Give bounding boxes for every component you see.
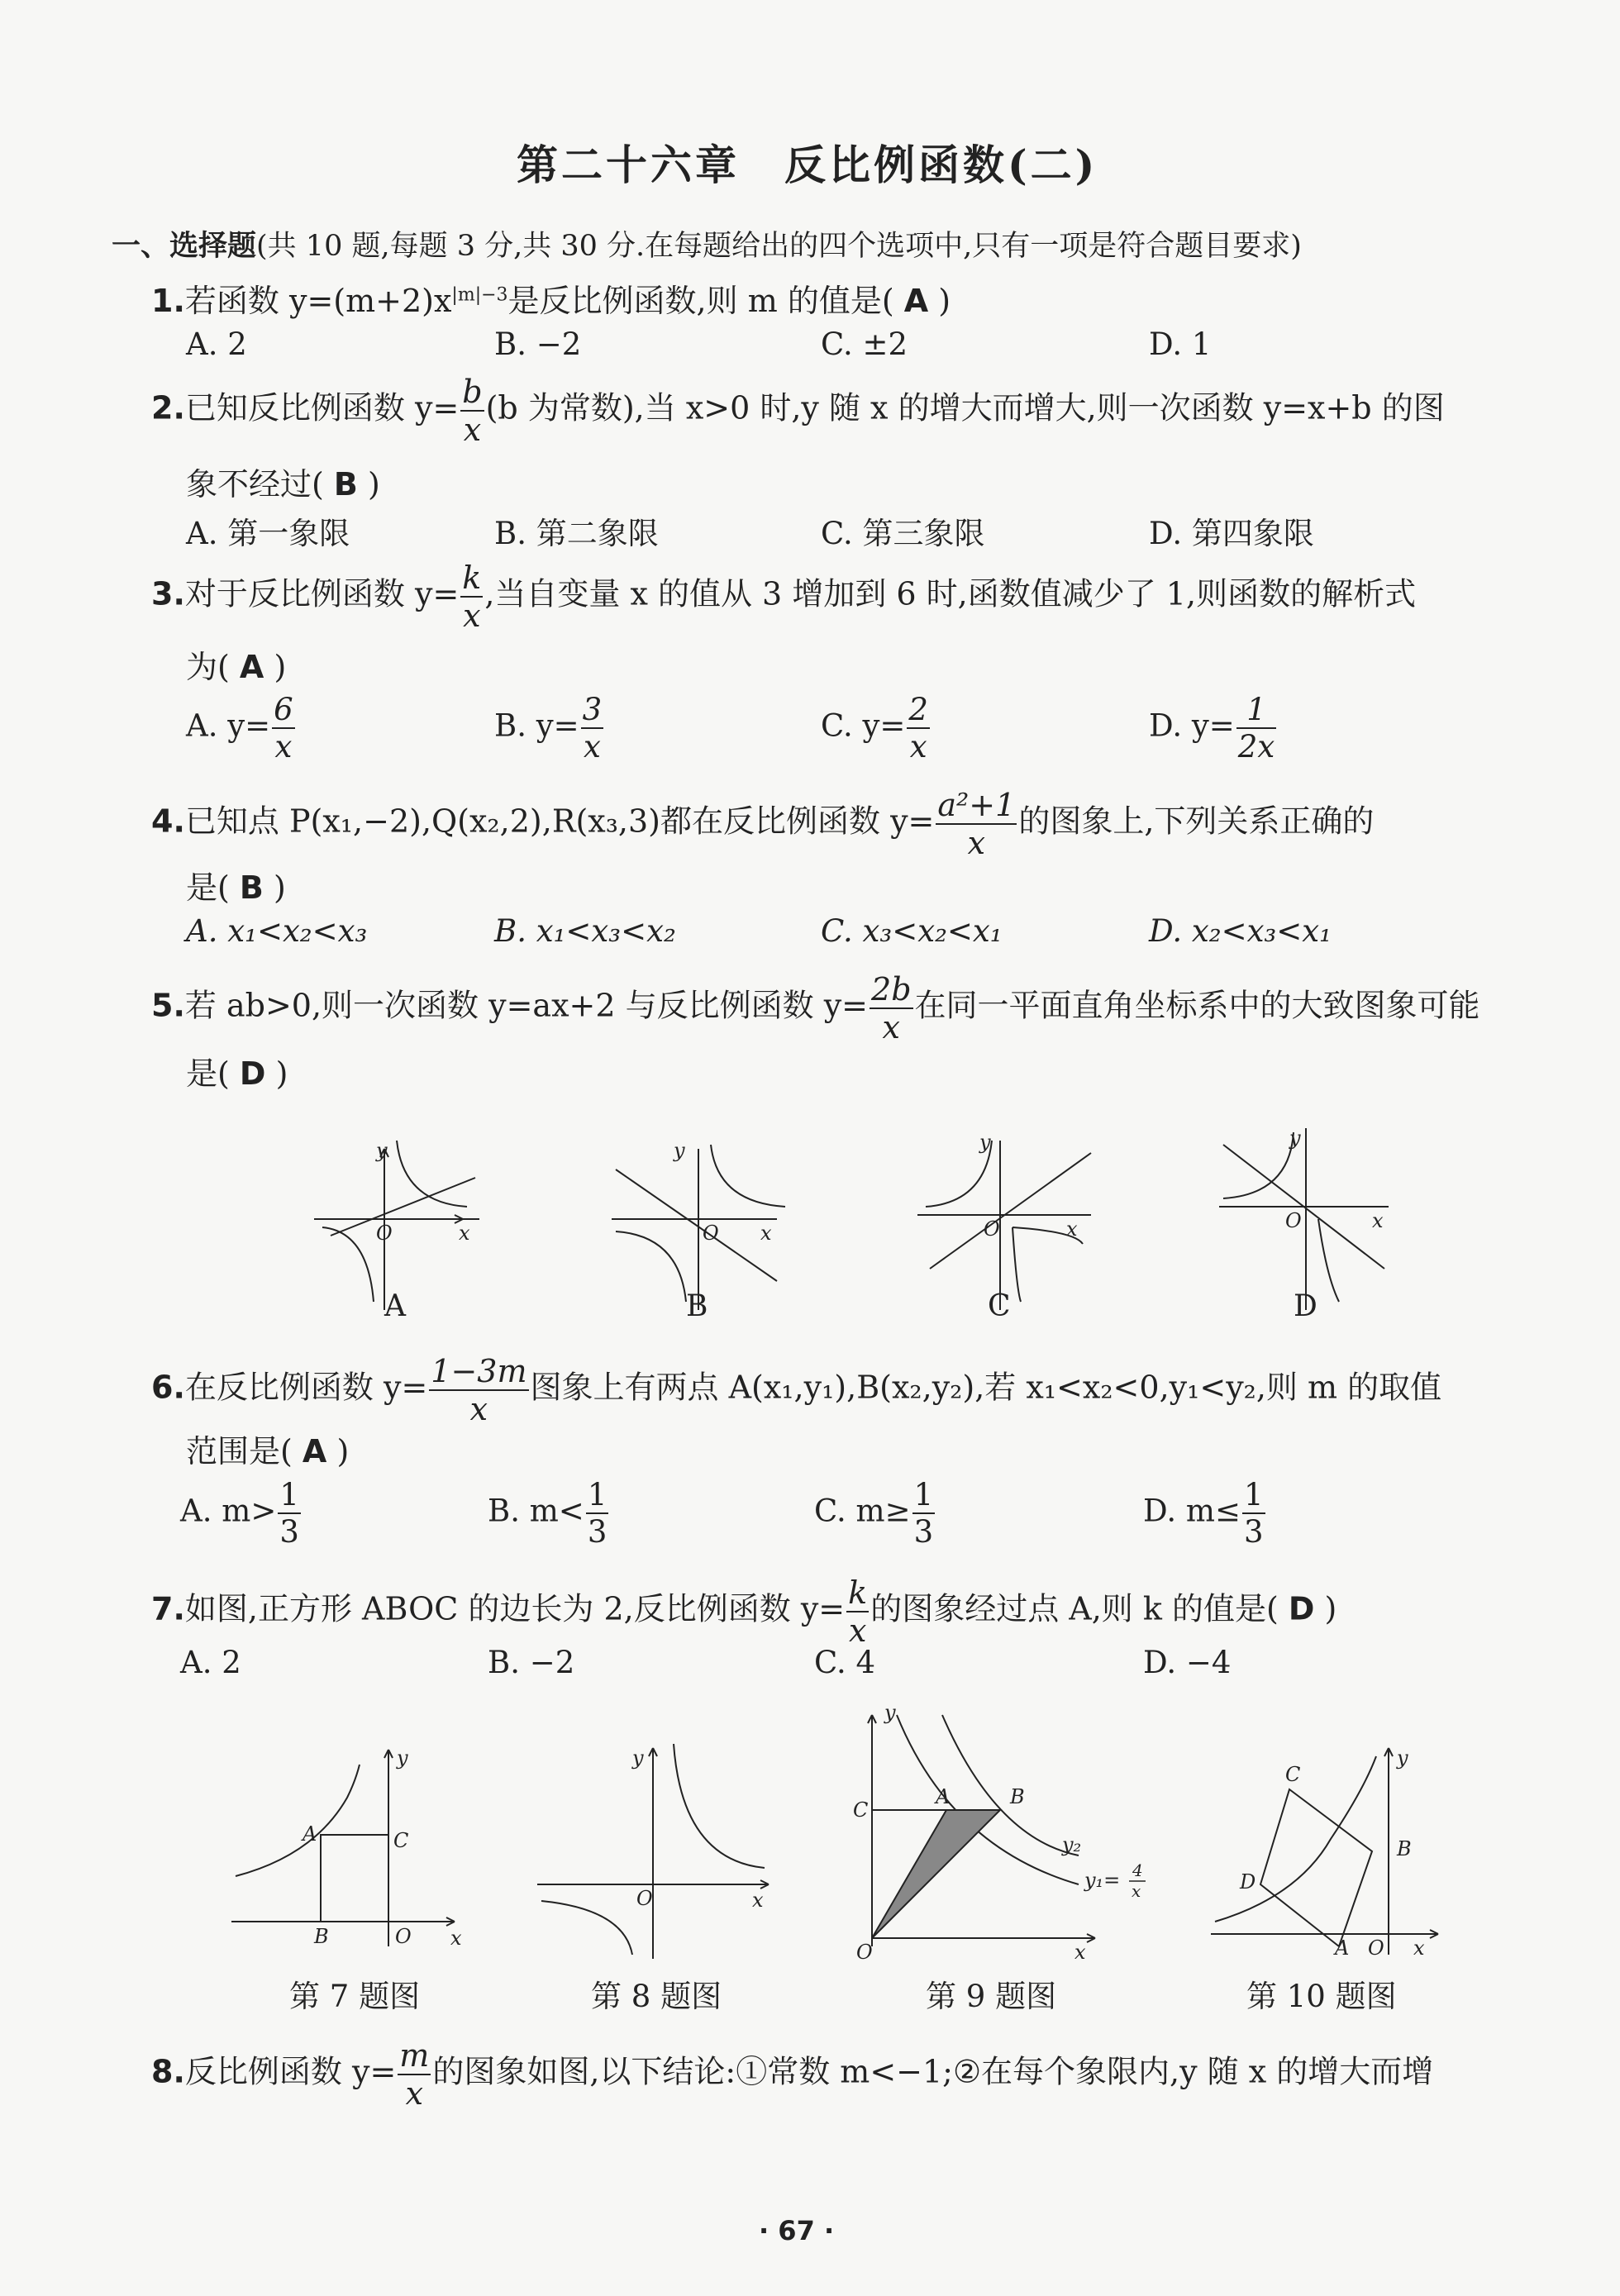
fraction: [912, 1477, 936, 1550]
answer: A: [239, 649, 264, 685]
question-stem: 象不经过(: [186, 466, 324, 503]
numerator: a²+1: [937, 787, 1016, 823]
fig10-point-c: C: [1285, 1763, 1301, 1786]
axis-x-label: x: [459, 1222, 470, 1245]
graph-label-b: B: [686, 1289, 708, 1323]
figure-8: [537, 1744, 769, 1959]
numerator: 1: [1243, 1477, 1264, 1512]
numerator: 1: [587, 1477, 608, 1512]
q7-option-b: B. −2: [488, 1645, 575, 1680]
denominator: 3: [1243, 1514, 1264, 1550]
close-paren: ): [336, 1433, 350, 1470]
question-3: [151, 560, 1417, 634]
fig9-point-c: C: [853, 1798, 869, 1822]
graph-label-c: C: [988, 1289, 1011, 1323]
close-paren: ): [274, 649, 287, 685]
numerator: 1−3m: [431, 1353, 527, 1389]
denominator: x: [848, 1612, 867, 1649]
question-number: 8.: [151, 2053, 185, 2090]
q6-option-a: [180, 1477, 303, 1550]
fraction: [272, 692, 295, 765]
question-stem-end: ,当自变量 x 的值从 3 增加到 6 时,函数值减少了 1,则函数的解析式: [484, 575, 1417, 612]
fraction: [870, 971, 913, 1046]
fig7-point-c: C: [393, 1829, 409, 1852]
question-stem-end: 是反比例函数,则 m 的值是(: [507, 283, 894, 319]
numerator: 2: [908, 692, 928, 727]
close-paren: ): [1324, 1590, 1337, 1627]
question-number: 3.: [151, 575, 185, 612]
denominator: 2x: [1237, 729, 1275, 765]
question-number: 1.: [151, 283, 185, 319]
fig9-frac-num: 4: [1132, 1860, 1143, 1880]
fraction: [460, 560, 483, 634]
graph-b: [612, 1145, 785, 1310]
close-paren: ): [367, 466, 380, 503]
graph-label-a: A: [384, 1289, 406, 1323]
axis-y-label: y: [979, 1131, 991, 1154]
question-stem: 为(: [186, 649, 230, 685]
q3-option-c: [821, 692, 932, 765]
fraction: [460, 374, 484, 448]
question-stem: 是(: [186, 869, 230, 906]
q4-option-c: C. x₃<x₂<x₁: [821, 913, 1003, 949]
fig10-point-b: B: [1397, 1837, 1412, 1860]
caption-fig10: 第 10 题图: [1246, 1979, 1397, 2014]
q6-option-d: [1143, 1477, 1267, 1550]
figures-7-10: [223, 1698, 1446, 1971]
option-prefix: B. m<: [488, 1493, 584, 1529]
q2-option-b: B. 第二象限: [494, 516, 659, 551]
fig10-origin: O: [1368, 1936, 1384, 1960]
fraction: [429, 1355, 528, 1425]
question-stem: 是(: [186, 1055, 230, 1092]
caption-fig9: 第 9 题图: [926, 1979, 1057, 2014]
figure-9: [868, 1715, 1095, 1946]
fig7-axis-y: y: [397, 1746, 408, 1770]
question-stem: 已知反比例函数 y=: [184, 389, 460, 426]
fig10-point-a: A: [1335, 1936, 1350, 1960]
question-stem-end: 图象上有两点 A(x₁,y₁),B(x₂,y₂),若 x₁<x₂<0,y₁<y₂,则 m 的取值: [530, 1369, 1442, 1406]
q4-option-b: B. x₁<x₃<x₂: [494, 913, 676, 949]
section-label: 一、选择题: [112, 229, 257, 263]
q4-option-a: A. x₁<x₂<x₃: [186, 913, 368, 949]
question-2: [151, 374, 1445, 448]
fig9-label-y1: y₁=: [1084, 1869, 1121, 1892]
option-prefix: B. y=: [494, 707, 579, 744]
fraction: [1236, 692, 1276, 765]
denominator: 3: [913, 1514, 934, 1550]
question-3-line2: [186, 641, 286, 687]
fraction: [1242, 1477, 1265, 1550]
q7-option-d: D. −4: [1143, 1645, 1232, 1680]
question-stem: 对于反比例函数 y=: [184, 575, 460, 612]
question-8: [151, 2037, 1434, 2112]
q6-option-b: [488, 1477, 610, 1550]
origin-label: O: [703, 1222, 719, 1245]
fraction: [581, 692, 604, 765]
fig9-origin: O: [856, 1941, 873, 1964]
denominator: x: [469, 1391, 488, 1427]
fig9-frac-den: x: [1132, 1881, 1141, 1901]
fig10-axis-x: x: [1413, 1936, 1425, 1960]
axis-x-label: x: [1066, 1217, 1078, 1241]
question-number: 6.: [151, 1369, 185, 1406]
q3-option-a: [186, 692, 297, 765]
question-4-line2: [186, 862, 286, 907]
numerator: k: [848, 1574, 868, 1611]
fraction: [278, 1477, 301, 1550]
origin-label: O: [376, 1222, 393, 1245]
question-6-line2: [186, 1426, 349, 1471]
close-paren: ): [275, 1055, 288, 1092]
question-5-line2: [186, 1048, 288, 1093]
figure-7: [231, 1750, 455, 1946]
fig8-origin: O: [636, 1887, 653, 1910]
q3-option-d: [1149, 692, 1278, 765]
question-5: [151, 971, 1480, 1046]
fig8-axis-y: y: [632, 1746, 644, 1770]
question-4: [151, 789, 1374, 859]
question-1: [151, 275, 951, 321]
question-number: 2.: [151, 389, 185, 426]
question-number: 7.: [151, 1590, 185, 1627]
question-stem: 已知点 P(x₁,−2),Q(x₂,2),R(x₃,3)都在反比例函数 y=: [184, 803, 935, 840]
option-prefix: A. m>: [180, 1493, 277, 1529]
option-prefix: A. y=: [186, 707, 271, 744]
fig9-axis-x: x: [1074, 1941, 1086, 1964]
question-2-line2: [186, 459, 380, 504]
fig7-point-b: B: [314, 1925, 329, 1948]
answer: A: [903, 283, 929, 319]
q6-option-c: [814, 1477, 936, 1550]
question-stem-end: 的图象经过点 A,则 k 的值是(: [870, 1590, 1279, 1627]
graph-c: [917, 1141, 1091, 1310]
axis-x-label: x: [760, 1222, 772, 1245]
fig9-point-b: B: [1010, 1785, 1025, 1808]
question-stem-end: 在同一平面直角坐标系中的大致图象可能: [914, 987, 1480, 1024]
question-stem: 如图,正方形 ABOC 的边长为 2,反比例函数 y=: [184, 1590, 846, 1627]
axis-y-label: y: [674, 1139, 685, 1162]
option-prefix: D. y=: [1149, 707, 1235, 744]
fig7-axis-x: x: [450, 1927, 462, 1950]
fig10-axis-y: y: [1397, 1746, 1408, 1770]
fraction: [846, 1574, 869, 1649]
q4-option-d: D. x₂<x₃<x₁: [1149, 913, 1332, 949]
q1-option-d: D. 1: [1149, 326, 1212, 362]
numerator: 3: [582, 692, 603, 727]
fig9-point-a: A: [936, 1785, 951, 1808]
question-stem: 范围是(: [186, 1433, 293, 1470]
axis-y-label: y: [1289, 1127, 1301, 1150]
answer: D: [1288, 1590, 1315, 1627]
option-prefix: D. m≤: [1143, 1493, 1241, 1529]
page-title: 第二十六章 反比例函数(二): [517, 141, 1098, 189]
caption-fig8: 第 8 题图: [591, 1979, 722, 2014]
graph-d: [1219, 1128, 1389, 1310]
numerator: k: [462, 560, 482, 596]
numerator: 1: [1236, 694, 1276, 729]
option-prefix: C. m≥: [814, 1493, 911, 1529]
caption-fig7: 第 7 题图: [289, 1979, 421, 2014]
question-stem: 反比例函数 y=: [184, 2053, 397, 2090]
question-7: [151, 1574, 1337, 1649]
q1-option-c: C. ±2: [821, 326, 908, 362]
numerator: b: [462, 374, 483, 410]
q2-option-c: C. 第三象限: [821, 516, 985, 551]
question-stem-end: 的图象上,下列关系正确的: [1018, 803, 1375, 840]
q7-option-c: C. 4: [814, 1645, 876, 1680]
denominator: x: [463, 412, 482, 448]
question-6: [151, 1355, 1441, 1425]
denominator: 3: [279, 1514, 299, 1550]
fig9-axis-y: y: [884, 1701, 896, 1724]
q7-option-a: A. 2: [180, 1645, 241, 1680]
numerator: 2b: [871, 971, 912, 1007]
denominator: x: [882, 1009, 900, 1046]
answer: B: [333, 466, 358, 503]
q5-graphs: [298, 1124, 1455, 1331]
q2-option-a: A. 第一象限: [186, 516, 350, 551]
fraction: [907, 692, 930, 765]
answer: B: [239, 869, 264, 906]
fraction: [398, 2037, 431, 2112]
q1-option-b: B. −2: [494, 326, 582, 362]
fig10-point-d: D: [1240, 1870, 1256, 1893]
option-prefix: C. y=: [821, 707, 906, 744]
fig7-point-a: A: [303, 1822, 317, 1846]
origin-label: O: [1285, 1209, 1302, 1232]
question-stem-end: 的图象如图,以下结论:①常数 m<−1;②在每个象限内,y 随 x 的增大而增: [432, 2053, 1434, 2090]
question-stem-end: (b 为常数),当 x>0 时,y 随 x 的增大而增大,则一次函数 y=x+b 的图: [485, 389, 1445, 426]
origin-label: O: [984, 1217, 1000, 1241]
section-note: (共 10 题,每题 3 分,共 30 分.在每题给出的四个选项中,只有一项是符合题目要求): [256, 230, 1302, 263]
question-stem: 若 ab>0,则一次函数 y=ax+2 与反比例函数 y=: [184, 987, 869, 1024]
answer: D: [239, 1055, 266, 1092]
question-stem: 在反比例函数 y=: [184, 1369, 428, 1406]
axis-y-label: y: [376, 1139, 388, 1162]
axis-x-label: x: [1372, 1209, 1384, 1232]
answer: A: [302, 1433, 327, 1470]
section-header: [112, 223, 1302, 264]
q3-option-b: [494, 692, 605, 765]
page-number: · 67 ·: [759, 2215, 835, 2246]
fraction: [936, 789, 1017, 859]
numerator: 1: [913, 1477, 934, 1512]
exponent: |m|−3: [451, 284, 508, 306]
fig7-origin: O: [395, 1925, 412, 1948]
fig9-label-y2: y₂: [1062, 1833, 1082, 1856]
q1-option-a: A. 2: [186, 326, 247, 362]
question-number: 4.: [151, 803, 185, 840]
fraction: [586, 1477, 609, 1550]
question-stem: 若函数 y=(m+2)x: [184, 283, 452, 319]
graph-a: [314, 1141, 479, 1310]
close-paren: ): [273, 869, 286, 906]
numerator: m: [399, 2037, 430, 2074]
denominator: x: [967, 825, 986, 861]
close-paren: ): [938, 283, 951, 319]
denominator: x: [274, 729, 293, 765]
denominator: x: [405, 2075, 424, 2112]
denominator: x: [463, 598, 481, 634]
denominator: 3: [587, 1514, 608, 1550]
numerator: 1: [279, 1477, 299, 1512]
numerator: 6: [274, 692, 293, 727]
q2-option-d: D. 第四象限: [1149, 516, 1314, 551]
denominator: x: [909, 729, 927, 765]
question-number: 5.: [151, 987, 185, 1024]
graph-label-d: D: [1294, 1289, 1317, 1323]
fig8-axis-x: x: [752, 1889, 764, 1912]
denominator: x: [583, 729, 601, 765]
